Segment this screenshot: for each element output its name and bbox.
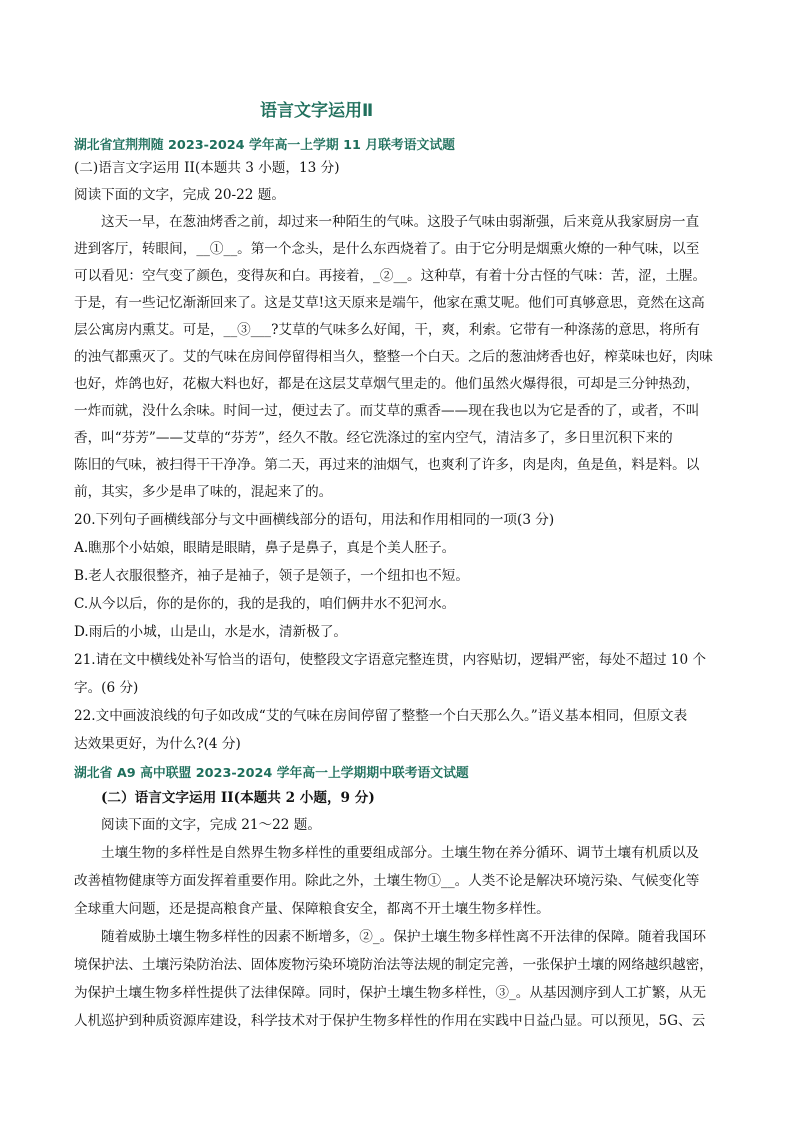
s2-passage-line: 境保护法、土壤污染防治法、固体废物污染环境防治法等法规的制定完善，一张保护土壤的网络越织越密，: [74, 957, 713, 973]
section1-source: 湖北省宜荆荆随 2023-2024 学年高一上学期 11 月联考语文试题: [74, 138, 455, 153]
s2-passage-line: 改善植物健康等方面发挥着重要作用。除此之外，土壤生物①__。人类不论是解决环境污染、气候变化等: [74, 873, 700, 889]
question-20: 20.下列句子画横线部分与文中画横线部分的语句，用法和作用相同的一项(3 分): [74, 512, 555, 528]
section2-source: 湖北省 A9 高中联盟 2023-2024 学年高一上学期期中联考语文试题: [74, 766, 469, 781]
s1-passage-line: 的浊气都熏灭了。艾的气味在房间停留得相当久，整整一个白天。之后的葱油烤香也好，榨菜味也好，肉味: [74, 349, 713, 365]
s2-passage-line: 全球重大问题，还是提高粮食产量、保障粮食安全，都离不开土壤生物多样性。: [74, 901, 550, 917]
question-21-cont: 字。(6 分): [74, 680, 139, 696]
s1-passage-line: 进到客厅，转眼间，__①__。第一个念头，是什么东西烧着了。由于它分明是烟熏火燎的一种气味，以至: [74, 241, 700, 257]
section1-heading: (二)语言文字运用 II(本题共 3 小题，13 分): [74, 160, 340, 176]
section2-instruction: 阅读下面的文字，完成 21～22 题。: [101, 817, 321, 833]
s1-passage-line: 也好，炸鸽也好，花椒大料也好，都是在这层艾草烟气里走的。他们虽然火爆得很，可却是三分钟热劲，: [74, 376, 700, 392]
question-21: 21.请在文中横线处补写恰当的语句，使整段文字语意完整连贯，内容贴切，逻辑严密，每处不超过 10 个: [74, 652, 707, 668]
question-22: 22.文中画波浪线的句子如改成“艾的气味在房间停留了整整一个白天那么久。”语义基本相同，但原文表: [74, 708, 688, 724]
s1-passage-line: 前，其实，多少是串了味的，混起来了的。: [74, 484, 333, 500]
s2-passage-line: 人机巡护到种质资源库建设，科学技术对于保护生物多样性的作用在实践中日益凸显。可以预见，5G、云: [74, 1013, 706, 1029]
option-b: B.老人衣服很整齐，袖子是袖子，领子是领子，一个纽扣也不短。: [74, 568, 469, 584]
option-a: A.瞧那个小姑娘，眼睛是眼睛，鼻子是鼻子，真是个美人胚子。: [74, 540, 456, 556]
page-title: 语言文字运用Ⅱ: [260, 101, 374, 121]
s1-passage-line: 这天一早，在葱油烤香之前，却过来一种陌生的气味。这股子气味由弱渐强，后来竟从我家厨房一直: [101, 214, 700, 230]
section1-instruction: 阅读下面的文字，完成 20-22 题。: [74, 187, 285, 203]
option-c: C.从今以后，你的是你的，我的是我的，咱们俩井水不犯河水。: [74, 596, 456, 612]
section2-heading: (二）语言文字运用 II(本题共 2 小题，9 分): [101, 790, 375, 806]
s1-passage-line: 陈旧的气味，被扫得干干净净。第二天，再过来的油烟气，也爽利了许多，肉是肉，鱼是鱼，料是料。以: [74, 457, 700, 473]
s1-passage-line: 香，叫“芬芳”——艾草的“芬芳”，经久不散。经它洗涤过的室内空气，清洁多了，多日里沉积下来的: [74, 430, 673, 446]
s2-passage-line: 土壤生物的多样性是自然界生物多样性的重要组成部分。土壤生物在养分循环、调节土壤有机质以及: [101, 845, 700, 861]
option-d: D.雨后的小城，山是山，水是水，清新极了。: [74, 624, 348, 640]
s1-passage-line: 一炸而就，没什么余味。时间一过，便过去了。而艾草的熏香——现在我也以为它是香的了，或者，不叫: [74, 403, 700, 419]
s1-passage-line: 于是，有一些记忆渐渐回来了。这是艾草!这天原来是端午，他家在熏艾呢。他们可真够意思，竟然在这高: [74, 295, 705, 311]
s2-passage-line: 随着威胁土壤生物多样性的因素不断增多，②_。保护土壤生物多样性离不开法律的保障。随着我国环: [101, 929, 706, 945]
question-22-cont: 达效果更好，为什么?(4 分): [74, 736, 241, 752]
s2-passage-line: 为保护土壤生物多样性提供了法律保障。同时，保护土壤生物多样性，③_。从基因测序到人工扩繁，从无: [74, 985, 707, 1001]
s1-passage-line: 可以看见：空气变了颜色，变得灰和白。再接着，_②__。这种草，有着十分古怪的气味：苦，涩，土腥。: [74, 268, 707, 284]
s1-passage-line: 层公寓房内熏艾。可是，__③___?艾草的气味多么好闻，干，爽，利索。它带有一种涤荡的意思，将所有: [74, 322, 700, 338]
